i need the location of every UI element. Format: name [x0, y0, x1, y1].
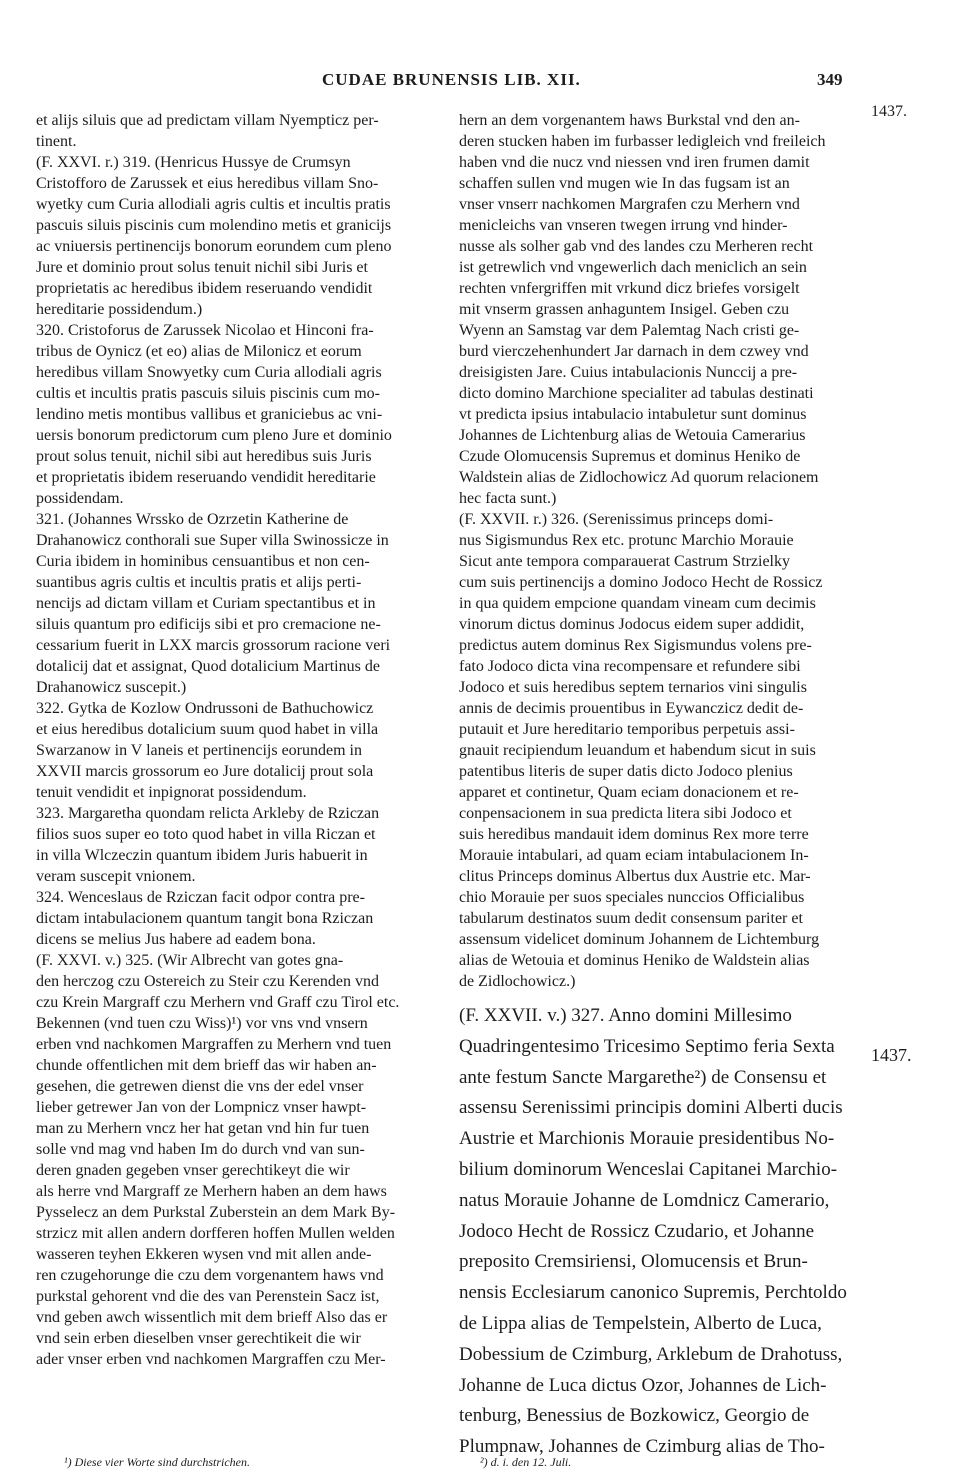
text-line: schaffen sullen vnd mugen wie In das fugsam ist an: [459, 175, 790, 192]
text-line: als herre vnd Margraff ze Merhern haben an dem haws: [36, 1183, 387, 1200]
text-line: putauit et Jure hereditario temporibus perpetuis assi-: [459, 721, 795, 738]
text-line: Swarzanow in V laneis et pertinencijs eorundem in: [36, 742, 362, 759]
text-line: 320. Cristoforus de Zarussek Nicolao et Hinconi fra-: [36, 322, 374, 339]
text-line: filios suos super eo toto quod habet in villa Riczan et: [36, 826, 376, 843]
text-line: Drahanowicz conthorali sue Super villa Swinossicze in: [36, 532, 389, 549]
text-line: vnd geben awch wissentlich mit dem brieff Also das er: [36, 1309, 388, 1326]
text-line: dictam intabulacionem quantum tangit bona Rziczan: [36, 910, 374, 927]
text-line: vinorum dictus dominus Jodocus eidem super addidit,: [459, 616, 805, 633]
page-number: 349: [817, 70, 843, 89]
text-line: chio Morauie per suos speciales nunccios Officialibus: [459, 889, 805, 906]
text-line: 322. Gytka de Kozlow Ondrussoni de Bathuchowicz: [36, 700, 374, 717]
text-line: assensum videlicet dominum Johannem de Lichtemburg: [459, 931, 820, 948]
text-line: et eius heredibus dotalicium suum quod habet in villa: [36, 721, 379, 738]
text-line: strzicz mit allen andern dorfferen hoffen Mullen welden: [36, 1225, 395, 1242]
text-line: czu Krein Margraff czu Merhern vnd Graff czu Tirol etc.: [36, 994, 400, 1011]
text-line: Waldstein alias de Zidlochowicz Ad quorum relacionem: [459, 469, 819, 486]
text-line: Plumpnaw, Johannes de Czimburg alias de Tho-: [459, 1436, 825, 1458]
text-line: hereditarie possidendum.): [36, 301, 203, 318]
text-line: cessarium fuerit in LXX marcis grossorum racione veri: [36, 637, 391, 654]
text-line: ist getrewlich vnd vngewerlich dach meniclich an sein: [459, 259, 807, 276]
text-line: tabularum destinatos suum dedit consensum pariter et: [459, 910, 803, 927]
text-line: (F. XXVII. r.) 326. (Serenissimus princeps domi-: [459, 511, 774, 528]
text-line: (F. XXVII. v.) 327. Anno domini Millesimo: [459, 1005, 792, 1026]
text-line: suis heredibus mandauit idem dominus Rex more terre: [459, 826, 809, 843]
text-line: 324. Wenceslaus de Rziczan facit odpor contra pre-: [36, 889, 365, 906]
left-column: [36, 110, 442, 1370]
text-line: natus Morauie Johanne de Lomdnicz Camerario,: [459, 1189, 830, 1211]
text-line: vnd sein erben dieselben vnser gerechtikeit die wir: [36, 1330, 361, 1347]
footnote-1: ¹) Diese vier Worte sind durchstrichen.: [64, 1455, 251, 1469]
footnotes: [0, 1455, 960, 1475]
text-line: hern an dem vorgenantem haws Burkstal vnd den an-: [459, 112, 800, 129]
text-line: in villa Wlczeczin quantum ibidem Juris habuerit in: [36, 847, 368, 864]
text-line: nusse als solher gab vnd des landes czu Merheren recht: [459, 238, 814, 255]
text-line: Curia ibidem in hominibus censuantibus et non cen-: [36, 553, 370, 570]
text-line: Morauie intabulari, ad quam eciam intabulacionem In-: [459, 847, 809, 864]
text-line: Jodoco Hecht de Rossicz Czudario, et Johanne: [459, 1220, 815, 1242]
text-line: 321. (Johannes Wrssko de Ozrzetin Katherine de: [36, 511, 349, 528]
text-line: Drahanowicz suscepit.): [36, 679, 187, 696]
text-line: predictus autem dominus Rex Sigismundus volens pre-: [459, 637, 812, 654]
text-line: gnauit recipiendum leuandum et habendum sicut in suis: [459, 742, 816, 759]
text-line: Wyenn an Samstag var dem Palemtag Nach cristi ge-: [459, 322, 800, 339]
text-line: Bekennen (vnd tuen czu Wiss)¹) vor vns vnd vnsern: [36, 1015, 368, 1032]
text-line: siluis quantum pro edificijs sibi et pro cremacione ne-: [36, 616, 381, 633]
text-line: dicens se melius Jus habere ad eadem bona.: [36, 931, 316, 948]
text-line: ac vniuersis pertinencijs bonorum eorundem cum pleno: [36, 238, 392, 255]
right-column-text: [459, 110, 864, 992]
text-line: alias de Wetouia et dominus Heniko de Waldstein alias: [459, 952, 810, 969]
text-line: nensis Ecclesiarum canonico Supremis, Perchtoldo: [459, 1282, 847, 1304]
margin-year: 1437.: [871, 103, 907, 120]
text-line: Czude Olomucensis Supremus et dominus Heniko de: [459, 448, 801, 465]
text-line: heredibus villam Snowyetky cum Curia allodiali agris: [36, 364, 382, 381]
text-line: dicto domino Marchione specialiter ad tabulas destinati: [459, 385, 814, 402]
text-line: conpensacionem in sua predicta litera sibi Jodoco et: [459, 805, 792, 822]
text-line: wyetky cum Curia allodiali agris cultis et incultis pratis: [36, 196, 391, 213]
text-line: cultis et incultis pratis pascuis siluis piscinis cum mo-: [36, 385, 380, 402]
text-line: purkstal gehorent vnd die des van Perenstein Sacz ist,: [36, 1288, 380, 1305]
text-line: ader vnser erben vnd nachkomen Margraffen czu Mer-: [36, 1351, 386, 1368]
text-line: Austrie et Marchionis Morauie presidentibus No-: [459, 1128, 835, 1150]
text-line: mit vnserm grassen anhaguntem Insigel. Geben czu: [459, 301, 790, 318]
text-line: tribus de Oynicz (et eo) alias de Milonicz et eorum: [36, 343, 362, 360]
text-line: den herczog czu Ostereich zu Steir czu Kerenden vnd: [36, 973, 379, 990]
text-line: patentibus literis de super datis dicto Jodoco plenius: [459, 763, 793, 780]
text-line: annis de decimis prouentibus in Eywanczicz dedit de-: [459, 700, 804, 717]
text-line: Cristofforo de Zarussek et eius heredibus villam Sno-: [36, 175, 379, 192]
text-line: solle vnd mag vnd haben Im do durch vnd van sun-: [36, 1141, 365, 1158]
text-line: pascuis siluis piscinis cum molendino metis et granicijs: [36, 217, 392, 234]
text-line: burd vierczehenhundert Jar darnach in dem czwey vnd: [459, 343, 809, 360]
text-line: ren czugehorunge die czu dem vorgenantem haws vnd: [36, 1267, 384, 1284]
text-line: possidendam.: [36, 490, 124, 507]
text-line: Johanne de Luca dictus Ozor, Johannes de Lich-: [459, 1374, 827, 1396]
text-line: Jodoco et suis heredibus septem ternarios vini singulis: [459, 679, 807, 696]
text-line: assensu Serenissimi principis domini Alberti ducis: [459, 1097, 843, 1119]
text-line: deren stucken haben im furbasser ledigleich vnd freileich: [459, 133, 826, 150]
text-line: suantibus agris cultis et incultis pratis et alijs perti-: [36, 574, 362, 591]
text-line: gesehen, die getrewen dienst die vns der edel vnser: [36, 1078, 364, 1095]
margin-year: 1437.: [871, 1045, 912, 1065]
entry-327: [459, 1001, 864, 1463]
text-line: et proprietatis ibidem reseruando vendidit hereditarie: [36, 469, 376, 486]
text-line: lendino metis montibus vallibus et graniciebus ac vni-: [36, 406, 383, 423]
text-line: uersis bonorum predictorum cum pleno Jure et dominio: [36, 427, 392, 444]
text-line: tenuit vendidit et inpignorat possidendum.: [36, 784, 307, 801]
text-line: Dobessium de Czimburg, Arklebum de Drahotuss,: [459, 1343, 843, 1365]
text-line: rechten vnfergriffen mit vrkund dicz briefes vorsigelt: [459, 280, 800, 297]
text-line: de Lippa alias de Tempelstein, Alberto de Luca,: [459, 1312, 822, 1334]
text-line: ante festum Sancte Margarethe²) de Consensu et: [459, 1066, 827, 1088]
text-line: fato Jodoco dicta vina recompensare et refundere sibi: [459, 658, 801, 675]
page-header: [0, 70, 960, 94]
text-line: erben vnd nachkomen Margraffen zu Merhern vnd tuen: [36, 1036, 392, 1053]
text-line: haben vnd die nucz vnd niessen vnd iren frumen damit: [459, 154, 810, 171]
text-line: et alijs siluis que ad predictam villam Nyempticz per-: [36, 112, 379, 129]
text-line: preposito Cremsiriensi, Olomucensis et Brun-: [459, 1251, 808, 1273]
text-line: cum suis pertinencijs a domino Jodoco Hecht de Rossicz: [459, 574, 823, 591]
text-line: deren gnaden gegeben vnser gerechtikeyt die wir: [36, 1162, 350, 1179]
text-line: bilium dominorum Wenceslai Capitanei Marchio-: [459, 1158, 838, 1180]
text-line: dreisigisten Jare. Cuius intabulacionis Nunccij a pre-: [459, 364, 798, 381]
text-line: nus Sigismundus Rex etc. protunc Marchio Morauie: [459, 532, 794, 549]
text-line: clitus Princeps dominus Albertus dux Austrie etc. Mar-: [459, 868, 811, 885]
text-line: vnser vnserr nachkomen Margrafen czu Merhern vnd: [459, 196, 800, 213]
text-line: Pysselecz an dem Purkstal Zuberstein an dem Mark By-: [36, 1204, 396, 1221]
text-line: Johannes de Lichtenburg alias de Wetouia Camerarius: [459, 427, 806, 444]
text-line: hec facta sunt.): [459, 490, 557, 507]
text-line: dotalicij dat et assignat, Quod dotalicium Martinus de: [36, 658, 380, 675]
text-line: prout solus tenuit, nichil sibi aut heredibus suis Juris: [36, 448, 372, 465]
text-line: de Zidlochowicz.): [459, 973, 576, 990]
text-line: proprietatis ac heredibus ibidem reseruando vendidit: [36, 280, 373, 297]
text-line: tinent.: [36, 133, 77, 150]
text-line: tenburg, Benessius de Bozkowicz, Georgio de: [459, 1405, 810, 1427]
text-line: chunde offentlichen mit dem brieff das wir haben an-: [36, 1057, 377, 1074]
text-line: man zu Merhern vncz her hat getan vnd hin fur tuen: [36, 1120, 370, 1137]
text-line: Sicut ante tempora comparauerat Castrum Strzielky: [459, 553, 790, 570]
text-line: in qua quidem empcione quandam vineam cum decimis: [459, 595, 816, 612]
text-line: Quadringentesimo Tricesimo Septimo feria Sexta: [459, 1035, 835, 1057]
text-line: veram suscepit vnionem.: [36, 868, 196, 885]
right-column: [459, 110, 864, 1463]
text-line: menicleichs van vnseren twegen irrung vnd hinder-: [459, 217, 788, 234]
text-line: apparet et continetur, Quam eciam donacionem et re-: [459, 784, 799, 801]
text-line: (F. XXVI. v.) 325. (Wir Albrecht van gotes gna-: [36, 952, 344, 969]
text-line: nencijs ad dictam villam et Curiam spectantibus et in: [36, 595, 376, 612]
footnote-2: ²) d. i. den 12. Juli.: [480, 1455, 572, 1469]
text-line: (F. XXVI. r.) 319. (Henricus Hussye de Crumsyn: [36, 154, 351, 171]
text-line: Jure et dominio prout solus tenuit nichil sibi Juris et: [36, 259, 368, 276]
text-line: 323. Margaretha quondam relicta Arkleby de Rziczan: [36, 805, 380, 822]
text-line: XXVII marcis grossorum eo Jure dotalicij prout sola: [36, 763, 374, 780]
running-title: CUDAE BRUNENSIS LIB. XII.: [322, 70, 581, 89]
text-line: wasseren teyhen Ekkeren wysen vnd mit allen ande-: [36, 1246, 372, 1263]
text-line: vt predicta ipsius intabulacio intabuletur sunt dominus: [459, 406, 807, 423]
text-line: lieber getrewer Jan von der Lompnicz vnser hawpt-: [36, 1099, 367, 1116]
